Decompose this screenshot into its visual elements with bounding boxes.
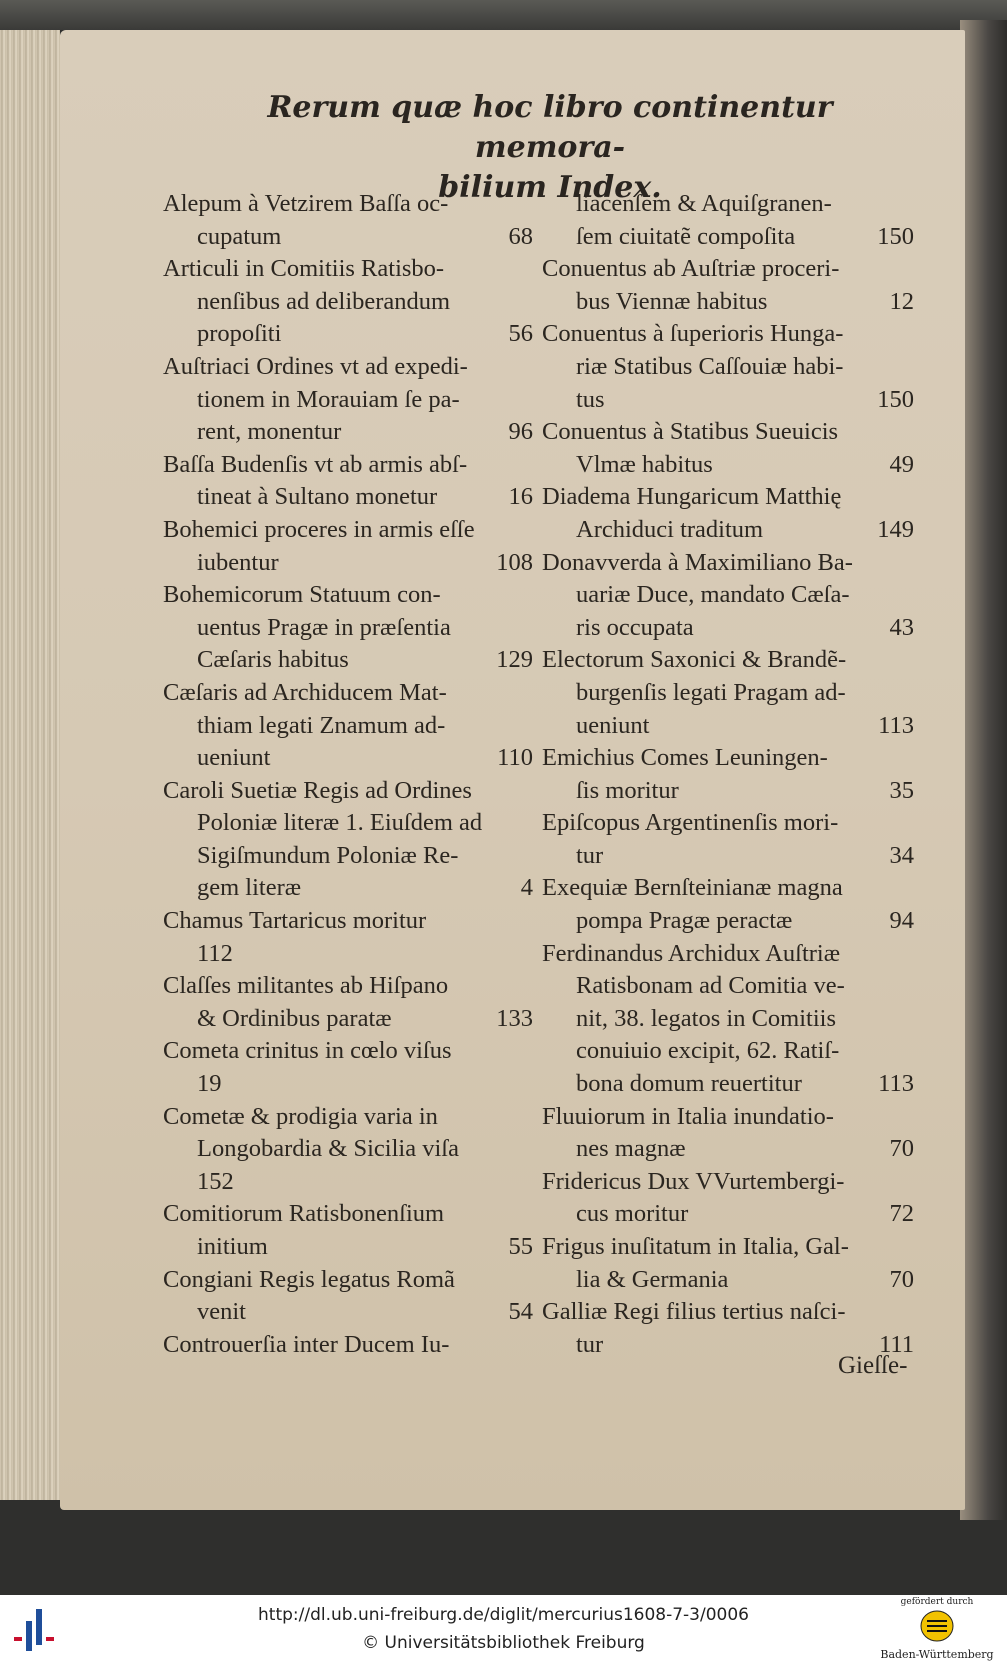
index-entry (163, 188, 533, 253)
index-entry-line: cupatum 68 (163, 221, 533, 254)
index-entry-line: venit 54 (163, 1296, 533, 1329)
index-entry-line: Conuentus à ſuperioris Hunga- (542, 320, 844, 348)
index-entry-line (163, 1166, 533, 1199)
scan-top-shadow (0, 0, 1007, 30)
index-entry-line: Bohemici proceres in armis eſſe (163, 515, 475, 543)
index-entry-line: Conuentus ab Auſtriæ proceri- (542, 255, 840, 283)
index-entry-line: conuiuio excipit, 62. Ratiſ- (576, 1037, 840, 1065)
index-entry (163, 449, 533, 514)
page-number: 70 (889, 1265, 914, 1293)
page-number: 112 (197, 939, 233, 967)
page-number: 113 (878, 711, 914, 739)
index-entry-line: Fridericus Dux VVurtembergi- (542, 1167, 845, 1195)
index-entry-line: Frigus inuſitatum in Italia, Gal- (542, 1233, 849, 1260)
funder-name: Baden-Württemberg (880, 1648, 994, 1661)
index-entry (542, 1101, 914, 1166)
index-entry-line: Ratisbonam ad Comitia ve- (576, 972, 845, 1000)
page-number: 19 (197, 1070, 222, 1098)
index-entry-line: tur 111 (542, 1329, 914, 1362)
index-entry-line: Poloniæ literæ 1. Eiuſdem ad (197, 809, 483, 837)
page-number: 56 (508, 320, 533, 348)
page-number: 54 (508, 1298, 533, 1326)
index-entry-line: Auſtriaci Ordines vt ad expedi- (163, 352, 468, 380)
index-entry-line: gem literæ 4 (163, 872, 533, 905)
index-entry-line: ueniunt 113 (542, 710, 914, 743)
index-entry (163, 775, 533, 905)
index-entry-line: ſis moritur 35 (542, 775, 914, 808)
index-entry-line: initium 55 (163, 1231, 533, 1264)
index-entry-line: nes magnæ 70 (542, 1133, 914, 1166)
index-entry-line: Chamus Tartaricus moritur (163, 907, 427, 935)
index-entry-line: Galliæ Regi filius tertius naſci- (542, 1298, 846, 1326)
page-number: 133 (496, 1004, 533, 1032)
index-entry (542, 742, 914, 807)
index-column-right (542, 188, 914, 1361)
page-number: 55 (508, 1233, 533, 1260)
page-number: 150 (877, 385, 914, 413)
catchword: Gieſſe- (838, 1352, 908, 1379)
index-entry-line: uariæ Duce, mandato Cæſa- (576, 581, 850, 609)
index-entry (542, 188, 914, 253)
index-entry (542, 1231, 914, 1296)
index-entry-line: Sigiſmundum Poloniæ Re- (197, 841, 459, 869)
index-entry-line: ris occupata 43 (542, 612, 914, 645)
index-entry (542, 807, 914, 872)
state-coat-of-arms-icon (917, 1609, 957, 1643)
index-entry-line (163, 938, 533, 971)
index-entry-line: Congiani Regis legatus Romã (163, 1265, 455, 1293)
index-entry (163, 970, 533, 1035)
index-entry-line: burgenſis legati Pragam ad- (576, 678, 846, 706)
index-entry-line: Conuentus à Statibus Sueuicis (542, 418, 839, 446)
index-entry (163, 514, 533, 579)
index-entry-line: Electorum Saxonici & Brandẽ- (542, 646, 847, 674)
index-entry-line: Emichius Comes Leuningen- (542, 744, 828, 772)
index-entry-line: liacenſem & Aquiſgranen- (576, 190, 832, 217)
index-entry (542, 872, 914, 937)
index-entry-line: nenſibus ad deliberandum (197, 287, 451, 315)
index-entry-line: lia & Germania 70 (542, 1264, 914, 1297)
index-entry-line: tur 34 (542, 840, 914, 873)
page-number: 110 (497, 744, 533, 772)
page-number: 68 (508, 222, 533, 250)
page-number: 150 (877, 222, 914, 250)
index-entry (163, 1035, 533, 1100)
index-entry-line: propoſiti 56 (163, 318, 533, 351)
index-entry-line: Fluuiorum in Italia inundatio- (542, 1102, 834, 1130)
index-entry-line: Epiſcopus Argentinenſis mori- (542, 809, 839, 837)
index-entry-line: uentus Pragæ in præſentia (197, 613, 451, 641)
index-entry (163, 905, 533, 970)
index-entry-line: Articuli in Comitiis Ratisbo- (163, 255, 445, 283)
page-number: 4 (520, 874, 533, 902)
copyright-notice: © Universitätsbibliothek Freiburg (362, 1633, 645, 1653)
index-entry-line: Cæſaris ad Archiducem Mat- (163, 678, 447, 706)
index-column-left (163, 188, 533, 1361)
title-line-1: Rerum quæ hoc libro continentur memora- (267, 90, 833, 165)
index-entry (163, 1198, 533, 1263)
index-entry-line: tionem in Morauiam ſe pa- (197, 385, 460, 413)
index-entry (542, 1166, 914, 1231)
index-entry-line: Cometæ & prodigia varia in (163, 1102, 438, 1130)
page-number: 16 (508, 483, 533, 511)
index-entry (542, 416, 914, 481)
index-entry (542, 253, 914, 318)
index-entry-line: ſem ciuitatẽ compoſita 150 (542, 221, 914, 254)
page-number: 34 (889, 841, 914, 869)
permalink-url[interactable]: http://dl.ub.uni-freiburg.de/diglit/mercurius1608-7-3/0006 (258, 1605, 749, 1625)
index-entry (163, 579, 533, 677)
index-entry-line: Bohemicorum Statuum con- (163, 581, 441, 609)
index-entry-line: Caroli Suetiæ Regis ad Ordines (163, 776, 472, 804)
index-entry-line: Ferdinandus Archidux Auſtriæ (542, 939, 841, 967)
index-entry (163, 1101, 533, 1199)
page-number: 113 (878, 1070, 914, 1098)
page-number: 43 (889, 613, 914, 641)
page-number: 96 (508, 418, 533, 446)
page-number: 94 (889, 907, 914, 935)
index-entry-line: pompa Pragæ peractæ 94 (542, 905, 914, 938)
index-entry-line: Alepum à Vetzirem Baſſa oc- (163, 190, 449, 217)
page-number: 129 (496, 646, 533, 674)
page-number: 72 (889, 1200, 914, 1228)
index-entry-line: & Ordinibus paratæ 133 (163, 1003, 533, 1036)
index-entry-line: Archiduci traditum 149 (542, 514, 914, 547)
page-number: 70 (889, 1135, 914, 1163)
title-line-2: bilium Index. (438, 170, 662, 205)
index-entry-line: bus Viennæ habitus 12 (542, 286, 914, 319)
index-entry (542, 318, 914, 416)
index-entry-line: Donavverda à Maximiliano Ba- (542, 548, 853, 576)
index-entry-line: bona domum reuertitur 113 (542, 1068, 914, 1101)
page-edges (0, 30, 60, 1500)
viewer-footer (0, 1595, 1007, 1665)
index-entry-line: ueniunt 110 (163, 742, 533, 775)
index-entry (163, 253, 533, 351)
index-entry-line: iubentur 108 (163, 547, 533, 580)
index-entry-line: thiam legati Znamum ad- (197, 711, 446, 739)
index-entry-line: Comitiorum Ratisbonenſium (163, 1200, 445, 1228)
book-spine (960, 20, 1007, 1520)
index-entry-line: Controuerſia inter Ducem Iu- (163, 1330, 450, 1358)
index-entry-line: Longobardia & Sicilia viſa (197, 1135, 459, 1163)
index-entry (163, 1329, 533, 1362)
index-entry-line: riæ Statibus Caſſouiæ habi- (576, 352, 844, 380)
page-number: 108 (496, 548, 533, 576)
index-entry-line: tus 150 (542, 384, 914, 417)
page-number: 12 (889, 287, 914, 315)
index-entry-line: Claſſes militantes ab Hiſpano (163, 972, 449, 1000)
index-entry (542, 938, 914, 1101)
index-entry-line: Cometa crinitus in cœlo viſus (163, 1037, 452, 1065)
page-number: 49 (889, 450, 914, 478)
index-entry (163, 1264, 533, 1329)
index-entry-line: Exequiæ Bernſteinianæ magna (542, 874, 843, 902)
funder-block (872, 1597, 1002, 1663)
index-entry-line: Diadema Hungaricum Matthię (542, 483, 842, 511)
funder-caption: gefördert durch (900, 1597, 974, 1607)
page-number: 152 (197, 1167, 234, 1195)
index-entry (542, 481, 914, 546)
index-entry-line: cus moritur 72 (542, 1198, 914, 1231)
index-entry-line (163, 1068, 533, 1101)
page-number: 111 (879, 1330, 914, 1358)
index-entry (542, 644, 914, 742)
page-number: 35 (889, 776, 914, 804)
index-entry-line: tineat à Sultano monetur 16 (163, 481, 533, 514)
index-entry (163, 677, 533, 775)
index-entry (163, 351, 533, 449)
index-entry-line: Baſſa Budenſis vt ab armis abſ- (163, 450, 468, 478)
index-entry-line: Vlmæ habitus 49 (542, 449, 914, 482)
index-entry (542, 547, 914, 645)
page-number: 149 (877, 515, 914, 543)
index-entry-line: rent, monentur 96 (163, 416, 533, 449)
index-entry-line: nit, 38. legatos in Comitiis (576, 1004, 836, 1032)
index-entry-line: Cæſaris habitus 129 (163, 644, 533, 677)
